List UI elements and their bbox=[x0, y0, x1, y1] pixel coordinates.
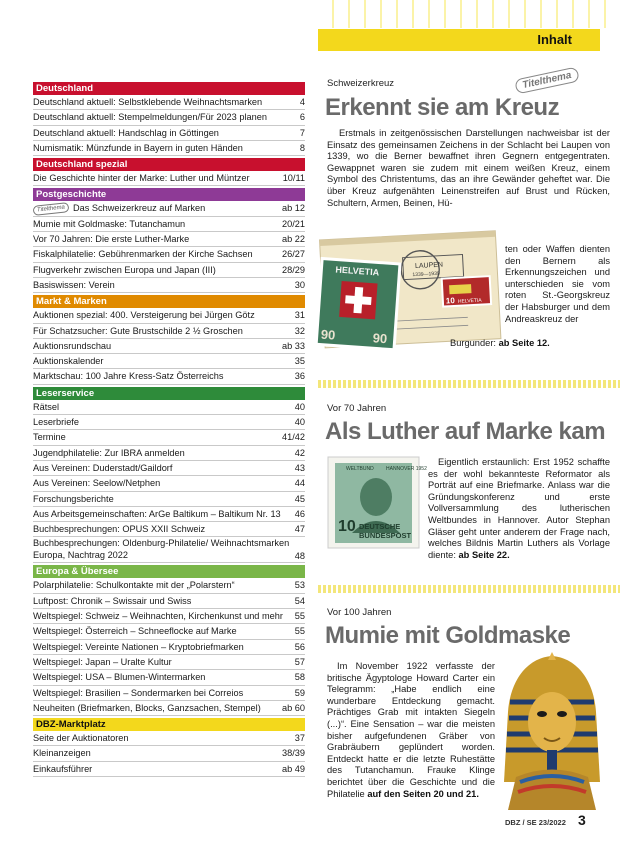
toc-row-text: Auktionsrundschau bbox=[33, 340, 112, 351]
toc-row-page: 44 bbox=[294, 478, 305, 489]
toc-row-page: ab 12 bbox=[282, 203, 305, 214]
toc-row-text: Numismatik: Münzfunde in Bayern in guten Händen bbox=[33, 142, 243, 153]
toc-section-header: DBZ-Marktplatz bbox=[33, 718, 305, 731]
toc-row-title bbox=[33, 461, 172, 475]
toc-row-text: Weltspiegel: Österreich – Schneeflocke auf Marke bbox=[33, 626, 237, 637]
toc-row[interactable] bbox=[33, 126, 305, 141]
toc-row-page: 47 bbox=[294, 524, 305, 535]
toc-row[interactable] bbox=[33, 609, 305, 624]
toc-row[interactable] bbox=[33, 141, 305, 156]
toc-row-text: Für Schatzsucher: Gute Brustschilde 2 ½ Groschen bbox=[33, 325, 243, 336]
postmark-dates: 1339—1939 bbox=[412, 270, 440, 279]
toc-row[interactable] bbox=[33, 324, 305, 339]
toc-row-title bbox=[33, 110, 267, 124]
toc-row[interactable] bbox=[33, 446, 305, 461]
header-stripe bbox=[318, 0, 620, 28]
luther-stamp-image bbox=[326, 455, 427, 550]
toc-row-text: Weltspiegel: Japan – Uralte Kultur bbox=[33, 656, 172, 667]
toc-section-header: Europa & Übersee bbox=[33, 565, 305, 578]
article2-body bbox=[428, 457, 610, 561]
toc-row[interactable] bbox=[33, 430, 305, 445]
letter-stamp-value-left: 90 bbox=[320, 326, 336, 343]
toc-row-page: ab 60 bbox=[282, 702, 305, 713]
toc-row[interactable] bbox=[33, 369, 305, 384]
toc-row-text: Forschungsberichte bbox=[33, 493, 114, 504]
toc-row-page: 45 bbox=[294, 493, 305, 504]
toc-row-page: 7 bbox=[299, 127, 305, 138]
toc-row-title bbox=[33, 126, 219, 140]
toc-row[interactable] bbox=[33, 578, 305, 593]
toc-row[interactable] bbox=[33, 594, 305, 609]
article2-page-ref[interactable]: ab Seite 22. bbox=[458, 549, 510, 560]
toc-row-text: Aus Arbeitsgemeinschaften: ArGe Baltikum – Baltikum Nr. 13 bbox=[33, 508, 281, 519]
toc-row[interactable] bbox=[33, 217, 305, 232]
toc-row-text: Polarphilatelie: Schulkontakte mit der „Polarstern“ bbox=[33, 580, 235, 591]
toc-row-text: Das Schweizerkreuz auf Marken bbox=[72, 203, 206, 214]
toc-row-text: Einkaufsführer bbox=[33, 763, 93, 774]
toc-row-page: 30 bbox=[294, 279, 305, 290]
toc-row-page: 32 bbox=[294, 325, 305, 336]
article2-headline[interactable]: Als Luther auf Marke kam bbox=[325, 418, 606, 445]
article1-kicker: Schweizerkreuz bbox=[327, 78, 395, 89]
toc-row-text: Vor 70 Jahren: Die erste Luther-Marke bbox=[33, 234, 190, 245]
toc-row[interactable] bbox=[33, 492, 305, 507]
article1-body-end-text: Burgunder: bbox=[450, 338, 496, 348]
toc-section-header: Deutschland bbox=[33, 82, 305, 95]
article3-page-ref[interactable]: auf den Seiten 20 und 21. bbox=[367, 788, 479, 799]
toc-row-title bbox=[33, 339, 111, 353]
toc-row[interactable] bbox=[33, 110, 305, 125]
toc-row-page: 40 bbox=[294, 401, 305, 412]
toc-row-text: Jugendphilatelie: Zur IBRA anmelden bbox=[33, 447, 185, 458]
toc-row-text: Weltspiegel: USA – Blumen-Wintermarken bbox=[33, 672, 206, 683]
page-number: 3 bbox=[578, 812, 586, 828]
toc-row-page: 55 bbox=[294, 611, 305, 622]
toc-row-page: ab 22 bbox=[282, 234, 305, 245]
toc-row-title bbox=[33, 538, 291, 562]
toc-row-title bbox=[33, 655, 172, 669]
toc-row-title bbox=[33, 762, 92, 776]
toc-row-title bbox=[33, 670, 205, 684]
toc-row-title bbox=[33, 278, 115, 292]
toc-row-page: 36 bbox=[294, 371, 305, 382]
article2-body-text: Eigentlich erstaunlich: Erst 1952 schaffte es der wohl bekannteste Reformator als Porträt auf eine Briefmarke. Anlass war die Gründungskonferenz und erste Vollversammlung des lutherischen Weltbundes in Hannover. Autor Stephan Gläser geht unter anderem der Frage nach, welches Bildnis Martin Luthers als Vorlage diente: bbox=[428, 457, 610, 560]
article1-body: Erstmals in zeitgenössischen Darstellungen nachweisbar ist der Einsatz des gemeinsamen Zeichens in der Schlacht bei Laupen von 1339, wo die Berner bewaffnet ihren Gegnern entgegentraten. Gewappnet waren sie zudem mit einem weißen Kreuz, einem Symbol des Christentums, das an ihre Gewänder geheftet war. Die über Kreuz aufgenähten Leinenstreifen auf Brust und Rücken, Schultern, Armen, Beinen, Hü- bbox=[327, 128, 610, 208]
table-of-contents bbox=[33, 80, 305, 777]
toc-row[interactable] bbox=[33, 686, 305, 701]
toc-row-title bbox=[33, 308, 255, 322]
toc-row-title bbox=[33, 415, 79, 429]
small-stamp-value: 10 bbox=[445, 295, 456, 306]
toc-row-page: 4 bbox=[299, 97, 305, 107]
luther-stamp-side-left: WELTBUND bbox=[346, 466, 374, 472]
tutankhamun-mask-image bbox=[496, 652, 608, 812]
toc-row-text: Auktionskalender bbox=[33, 356, 104, 367]
toc-row-title bbox=[33, 701, 261, 715]
toc-row[interactable] bbox=[33, 537, 305, 563]
toc-row[interactable] bbox=[33, 640, 305, 655]
toc-row-text: Marktschau: 100 Jahre Kress-Satz Österreichs bbox=[33, 371, 224, 382]
toc-row[interactable] bbox=[33, 247, 305, 262]
toc-row-title bbox=[33, 731, 129, 745]
toc-row-title bbox=[33, 640, 244, 654]
toc-row-page: 41/42 bbox=[282, 432, 305, 443]
toc-row[interactable] bbox=[33, 476, 305, 491]
article3-headline[interactable]: Mumie mit Goldmaske bbox=[325, 622, 571, 649]
toc-row-page: 42 bbox=[294, 447, 305, 458]
toc-row-page: 31 bbox=[294, 310, 305, 321]
toc-row-page: 10/11 bbox=[282, 173, 305, 184]
toc-row-title bbox=[33, 578, 235, 592]
toc-row-text: Termine bbox=[33, 432, 66, 443]
toc-row-title bbox=[33, 171, 250, 185]
toc-row-page: ab 49 bbox=[282, 763, 305, 774]
toc-row-title bbox=[33, 232, 189, 246]
article3-body bbox=[327, 661, 495, 800]
toc-row-page: 48 bbox=[294, 550, 305, 561]
toc-row[interactable] bbox=[33, 232, 305, 247]
toc-row-text: Aus Vereinen: Duderstadt/Gaildorf bbox=[33, 462, 173, 473]
divider bbox=[318, 585, 620, 593]
toc-row-title bbox=[33, 95, 262, 109]
toc-row-page: 58 bbox=[294, 672, 305, 683]
toc-row-title bbox=[33, 492, 114, 506]
toc-row-page: 56 bbox=[294, 641, 305, 652]
toc-row-text: Buchbesprechungen: Oldenburg-Philatelie/ Weihnachtsmarken Europa, Nachtrag 2022 bbox=[33, 538, 290, 560]
section-header-bar bbox=[318, 29, 620, 51]
toc-row-page: 37 bbox=[294, 733, 305, 744]
toc-row-text: Die Geschichte hinter der Marke: Luther und Müntzer bbox=[33, 173, 250, 184]
toc-row-text: Buchbesprechungen: OPUS XXII Schweiz bbox=[33, 524, 206, 535]
toc-row-page: 20/21 bbox=[282, 218, 305, 229]
toc-row-text: Neuheiten (Briefmarken, Blocks, Ganzsachen, Stempel) bbox=[33, 702, 261, 713]
toc-row[interactable] bbox=[33, 655, 305, 670]
toc-row-text: Deutschland aktuell: Stempelmeldungen/Für 2023 planen bbox=[33, 112, 267, 123]
article3-body-text: Im November 1922 verfasste der britische Ägyptologe Howard Carter ein Telegramm: „Habe endlich eine wunderbare Entdeckung gemacht. Prächtiges Grab mit intakten Siegeln (...)“. Eine Sensation – war die meisten bisher aufgefundenen Gräber von Grabräubern geplündert worden. Entdeckt hatte er die letzte Ruhestätte des Tutanchamun. Frauke Klinge berichtet über die Geschichte und die Philatelie bbox=[327, 661, 495, 799]
toc-section-header: Postgeschichte bbox=[33, 188, 305, 201]
toc-row[interactable] bbox=[33, 263, 305, 278]
toc-row-page: 8 bbox=[299, 142, 305, 153]
toc-row[interactable] bbox=[33, 415, 305, 430]
toc-row-text: Kleinanzeigen bbox=[33, 748, 91, 759]
toc-row[interactable] bbox=[33, 339, 305, 354]
luther-stamp-line1: DEUTSCHE bbox=[359, 522, 401, 531]
toc-row-text: Flugverkehr zwischen Europa und Japan (III) bbox=[33, 264, 216, 275]
toc-row[interactable] bbox=[33, 278, 305, 293]
toc-row-title bbox=[33, 369, 223, 383]
toc-row-text: Weltspiegel: Schweiz – Weihnachten, Kirchenkunst und mehr bbox=[33, 611, 283, 622]
toc-row[interactable] bbox=[33, 670, 305, 685]
toc-row-page: 55 bbox=[294, 626, 305, 637]
toc-row[interactable] bbox=[33, 201, 305, 216]
toc-row-page: ab 33 bbox=[282, 340, 305, 351]
article1-body-end bbox=[450, 338, 610, 350]
article2-kicker: Vor 70 Jahren bbox=[327, 403, 387, 414]
title-theme-stamp: Titelthema bbox=[514, 67, 580, 95]
toc-row-title bbox=[33, 446, 185, 460]
toc-row-text: Weltspiegel: Brasilien – Sondermarken bei Correios bbox=[33, 687, 244, 698]
toc-section-header: Leserservice bbox=[33, 387, 305, 400]
toc-row-title bbox=[33, 609, 283, 623]
toc-row-text: Deutschland aktuell: Handschlag in Göttingen bbox=[33, 127, 219, 138]
toc-row[interactable] bbox=[33, 354, 305, 369]
article1-body-side: ten oder Waffen dienten den Bernern als Erkennungszeichen und unterschieden sie vom roten St.-Georgskreuz der Habsburger und dem Andreaskreuz der bbox=[505, 244, 610, 324]
issue-label: DBZ / SE 23/2022 bbox=[505, 818, 566, 827]
divider bbox=[318, 380, 620, 388]
letter-stamp-text: HELVETIA bbox=[335, 264, 380, 278]
toc-row[interactable] bbox=[33, 624, 305, 639]
toc-row-text: Rätsel bbox=[33, 401, 60, 412]
swiss-stamp-cover-image bbox=[316, 225, 501, 350]
toc-row[interactable] bbox=[33, 701, 305, 716]
toc-row-text: Aus Vereinen: Seelow/Netphen bbox=[33, 478, 161, 489]
luther-stamp-line2: BUNDESPOST bbox=[359, 531, 412, 540]
toc-row-page: 53 bbox=[294, 580, 305, 591]
toc-row-text: Seite der Auktionatoren bbox=[33, 733, 129, 744]
toc-row-text: Auktionen spezial: 400. Versteigerung bei Jürgen Götz bbox=[33, 310, 255, 321]
toc-row[interactable] bbox=[33, 746, 305, 761]
title-theme-badge: Titelthema bbox=[33, 202, 70, 216]
toc-row-text: Fiskalphilatelie: Gebührenmarken der Kirche Sachsen bbox=[33, 249, 253, 260]
toc-row[interactable] bbox=[33, 95, 305, 110]
toc-row-title bbox=[33, 354, 103, 368]
toc-row-title bbox=[33, 746, 91, 760]
toc-row-title bbox=[33, 263, 216, 277]
postmark-text: LAUPEN bbox=[414, 261, 444, 271]
article1-page-ref[interactable]: ab Seite 12. bbox=[498, 338, 550, 348]
toc-row-page: 28/29 bbox=[282, 264, 305, 275]
toc-row[interactable] bbox=[33, 400, 305, 415]
toc-section-header: Deutschland spezial bbox=[33, 158, 305, 171]
luther-stamp-side-right: HANNOVER 1952 bbox=[386, 466, 427, 472]
section-label: Inhalt bbox=[537, 32, 572, 47]
toc-row[interactable] bbox=[33, 762, 305, 777]
toc-row-page: 59 bbox=[294, 687, 305, 698]
toc-row-title bbox=[33, 686, 243, 700]
toc-row-text: Luftpost: Chronik – Swissair und Swiss bbox=[33, 595, 192, 606]
toc-row-page: 35 bbox=[294, 356, 305, 367]
toc-row-page: 57 bbox=[294, 656, 305, 667]
toc-row[interactable] bbox=[33, 461, 305, 476]
toc-row-title bbox=[33, 430, 66, 444]
article1-headline[interactable]: Erkennt sie am Kreuz bbox=[325, 94, 560, 121]
toc-row-title bbox=[33, 400, 59, 414]
toc-row-text: Mumie mit Goldmaske: Tutanchamun bbox=[33, 218, 186, 229]
toc-row-title bbox=[33, 594, 191, 608]
toc-row-title bbox=[33, 141, 243, 155]
article3-kicker: Vor 100 Jahren bbox=[327, 607, 392, 618]
letter-stamp-value-right: 90 bbox=[372, 330, 388, 347]
toc-row[interactable] bbox=[33, 522, 305, 537]
toc-row-title bbox=[33, 217, 185, 231]
toc-row-text: Basiswissen: Verein bbox=[33, 279, 115, 290]
toc-row-page: 54 bbox=[294, 595, 305, 606]
toc-section-header: Markt & Marken bbox=[33, 295, 305, 308]
toc-row-title bbox=[33, 247, 253, 261]
small-stamp-text: HELVETIA bbox=[457, 297, 482, 305]
toc-row-page: 26/27 bbox=[282, 249, 305, 260]
toc-row-page: 40 bbox=[294, 417, 305, 428]
toc-row[interactable] bbox=[33, 171, 305, 186]
toc-row-text: Weltspiegel: Vereinte Nationen – Kryptobriefmarken bbox=[33, 641, 244, 652]
toc-row-page: 46 bbox=[294, 508, 305, 519]
luther-stamp-value: 10 bbox=[338, 518, 356, 535]
header-tab bbox=[600, 29, 620, 51]
toc-row-text: Deutschland aktuell: Selbstklebende Weihnachtsmarken bbox=[33, 97, 263, 107]
toc-row-title bbox=[33, 324, 243, 338]
toc-row-title bbox=[33, 522, 205, 536]
toc-row[interactable] bbox=[33, 731, 305, 746]
toc-row-title bbox=[33, 507, 281, 521]
toc-row-page: 43 bbox=[294, 462, 305, 473]
toc-row-page: 6 bbox=[299, 112, 305, 123]
toc-row-text: Leserbriefe bbox=[33, 417, 79, 428]
toc-row[interactable] bbox=[33, 308, 305, 323]
toc-row[interactable] bbox=[33, 507, 305, 522]
toc-row-title bbox=[33, 476, 160, 490]
toc-row-page: 38/39 bbox=[282, 748, 305, 759]
toc-row-title bbox=[33, 201, 205, 215]
toc-row-title bbox=[33, 624, 237, 638]
